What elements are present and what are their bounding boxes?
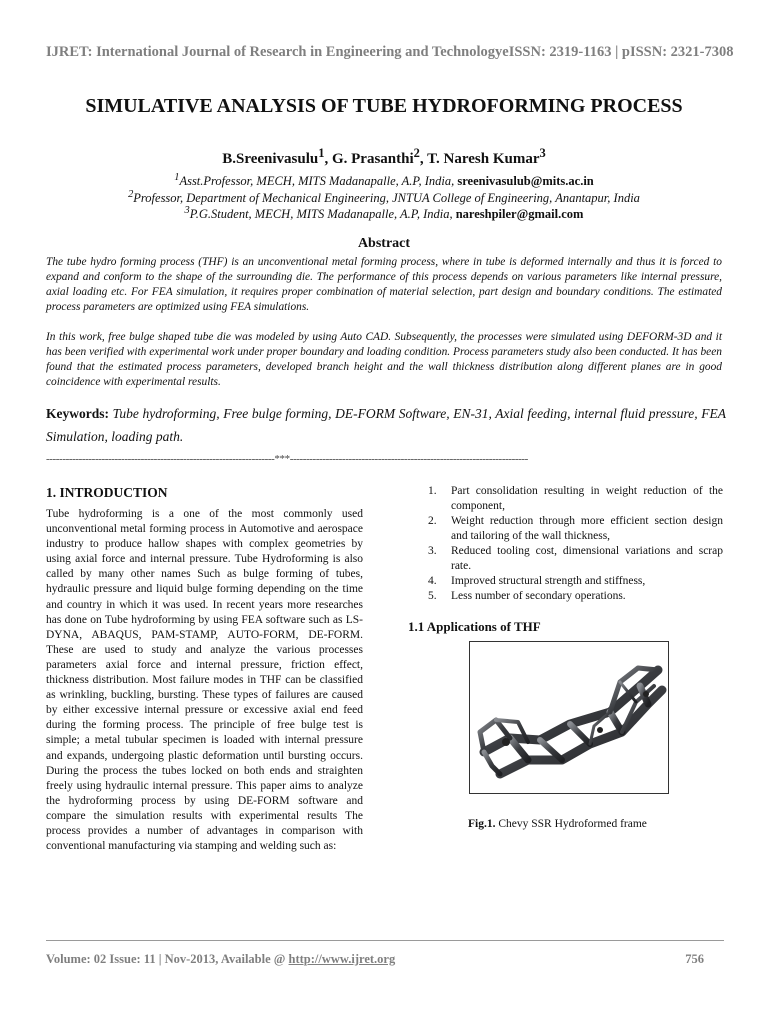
affiliation-email[interactable]: sreenivasulub@mits.ac.in (457, 174, 594, 189)
list-text: Part consolidation resulting in weight reduction of the component, (451, 485, 723, 512)
author-name: G. Prasanthi (331, 151, 414, 167)
abstract-heading: Abstract (357, 236, 411, 251)
applications-heading: 1.1 Applications of THF (408, 619, 541, 634)
affiliation-email[interactable]: nareshpiler@gmail.com (455, 207, 584, 222)
affiliation-2 (0, 189, 768, 206)
keywords-label: Keywords (46, 406, 105, 421)
introduction-heading: 1. INTRODUCTION (46, 485, 168, 500)
list-item (408, 514, 723, 544)
author-line: B.Sreenivasulu$^1$, G. Prasanthi$^2$, T. Naresh Kumar$^3$ (222, 146, 546, 167)
affiliation-sup: 3 (184, 205, 190, 216)
list-number: 2. (428, 515, 437, 527)
journal-issn: eISSN: 2319-1163 | pISSN: 2321-7308 (502, 44, 734, 60)
list-number: 5. (428, 590, 437, 602)
list-text: Weight reduction through more efficient section design and tailoring of the wall thickness, (451, 515, 723, 542)
author-sup: 2 (413, 146, 420, 160)
advantages-list (408, 484, 723, 604)
list-number: 1. (428, 485, 437, 497)
abstract-paragraph-1: The tube hydro forming process (THF) is an unconventional metal forming process, where in tube is deformed internally and thus it is forced to expand and conform to the shape of the surrounding die. The performance of this process depends on various parameters like internal pressure, axial loading etc. For FEA simulation, it requires proper combination of material selection, part design and boundary conditions. The estimated process parameters are optimized using FEA simulations. (46, 256, 722, 313)
affiliation-3 (0, 205, 768, 222)
list-item (408, 544, 723, 574)
page-number: 756 (685, 952, 704, 966)
introduction-body: Tube hydroforming is a one of the most commonly used unconventional metal forming process in Automotive and aerospace industry to produce hallow shapes with complex geometries by using axial force and internal pressure. Tube Hydroforming is also called by many other names Such as bulge forming of tubes, hydraulic pressure and liquid bulge forming depending on the time and country in which it was used. In recent years more researches has done on Tube hydroforming by using FEA software such as LS-DYNA, ABAQUS, PAM-STAMP, AUTO-FORM, DE-FORM. These are used to study and analyze the various processes parameters axial force and internal pressure, friction effect, thickness distribution. Most failure modes in THF can be classified as wrinkling, buckling, bursting. These types of failures are caused by either excessive internal pressure or excessive axial end feed during the forming process. The principle of free bulge test is simple; a metal tubular specimen is loaded with internal pressure and expands, undergoing plastic deformation until bursting occurs. During the process the tubes locked on both ends and straighten freely using hydraulic internal pressure. This paper aims to analyze the hydroforming process by using DE-FORM software and compare the simulation results with experimental results The process provides a number of advantages in comparison with conventional manufacturing via stamping and welding such as: (46, 508, 363, 853)
keywords-text: Tube hydroforming, Free bulge forming, DE-FORM Software, EN-31, Axial feeding, internal fluid pressure, FEA Simulation, loading path. (46, 406, 727, 444)
affiliation-1 (0, 172, 768, 189)
affiliation-text: P.G.Student, MECH, MITS Madanapalle, A.P, India, (189, 207, 456, 222)
chassis-frame-illustration (470, 642, 668, 793)
list-item (408, 484, 723, 514)
list-number: 4. (428, 575, 437, 587)
list-item (408, 574, 723, 589)
figure-label: Fig.1. (468, 818, 496, 830)
footer-volume-text: Volume: 02 Issue: 11 | Nov-2013, Available @ (46, 952, 289, 966)
footer-divider (46, 940, 724, 941)
affiliation-sup: 2 (128, 189, 134, 200)
list-number: 3. (428, 545, 437, 557)
author-sup: 3 (539, 146, 546, 160)
affiliation-sup: 1 (174, 172, 180, 183)
author-name: B.Sreenivasulu (222, 151, 319, 167)
paper-title: SIMULATIVE ANALYSIS OF TUBE HYDROFORMING PROCESS (85, 95, 683, 117)
affiliation-text: Professor, Department of Mechanical Engineering, JNTUA College of Engineering, Anantapur, India (133, 191, 640, 206)
list-text: Improved structural strength and stiffness, (451, 575, 646, 587)
keywords: Keywords: Tube hydroforming, Free bulge forming, DE-FORM Software, EN-31, Axial feeding, internal fluid pressure, FEA Simulation, loading path. (46, 406, 727, 444)
author-name: T. Naresh Kumar (427, 151, 540, 167)
affiliation-text: Asst.Professor, MECH, MITS Madanapalle, A.P, India, (179, 174, 458, 189)
list-item (408, 589, 723, 604)
journal-header (46, 44, 734, 61)
page-footer (46, 952, 704, 967)
footer-url-link[interactable]: http://www.ijret.org (288, 952, 396, 966)
figure-caption-text: Chevy SSR Hydroformed frame (495, 818, 647, 830)
journal-name: IJRET: International Journal of Research in Engineering and Technology (46, 44, 503, 60)
figure-caption (468, 818, 647, 830)
section-divider: ----------------------------------------------------------------------***------------------------------------------------------------------------- (46, 453, 528, 465)
footer-volume (46, 952, 395, 967)
figure-frame-image (469, 641, 669, 794)
list-text: Less number of secondary operations. (451, 590, 626, 602)
author-sup: 1 (318, 146, 325, 160)
abstract-paragraph-2: In this work, free bulge shaped tube die was modeled by using Auto CAD. Subsequently, the processes were simulated using DEFORM-3D and it has been verified with experimental work under proper boundary and loading condition. Process parameters study also been conducted. It has been found that the estimated process parameters, developed branch height and the wall thickness distribution along different planes are in good coincidence with experimental results. (46, 331, 722, 388)
list-text: Reduced tooling cost, dimensional variations and scrap rate. (451, 545, 723, 572)
